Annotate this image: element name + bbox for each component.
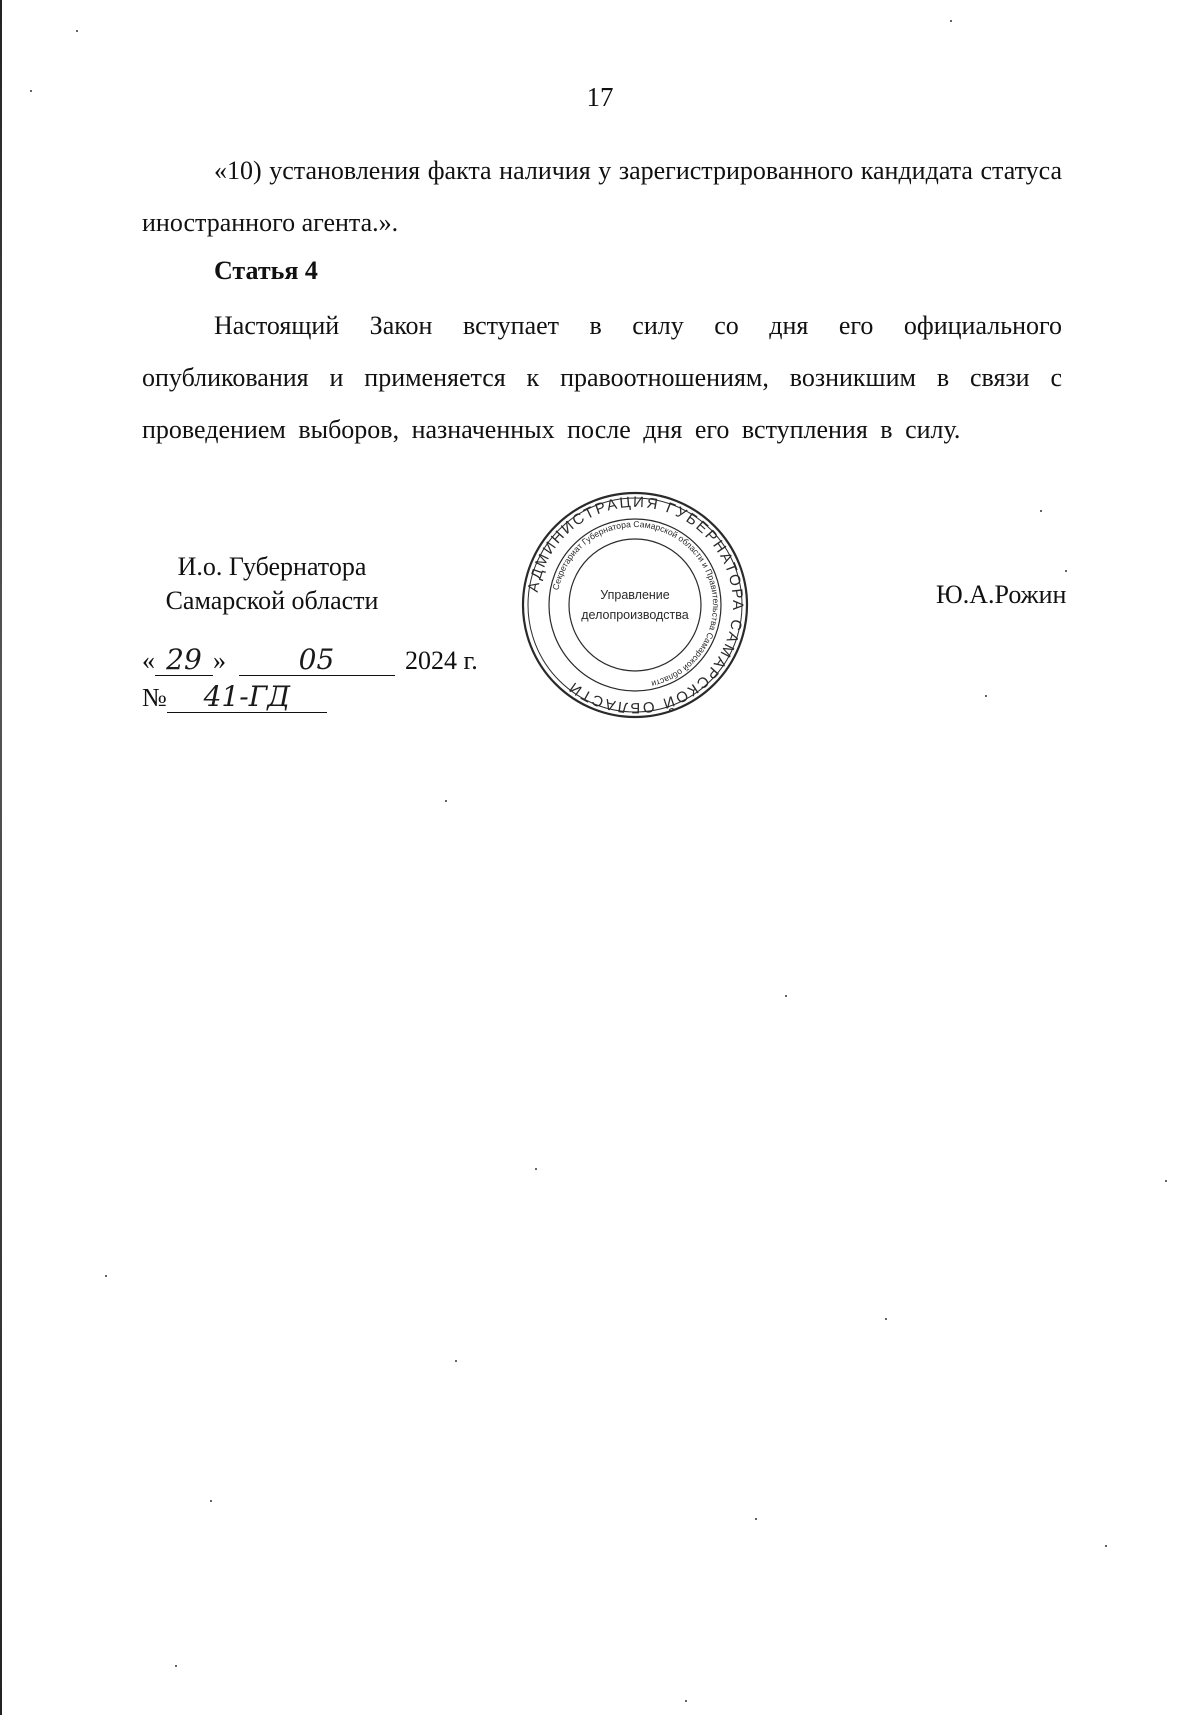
scan-speck	[30, 90, 32, 92]
scan-edge	[0, 0, 2, 1715]
date-day: 29	[155, 645, 213, 676]
scan-speck	[105, 1275, 107, 1277]
date-close-quote: »	[213, 646, 226, 675]
signatory-title-line-2: Самарской области	[165, 586, 379, 615]
scan-speck	[885, 1318, 887, 1320]
scan-speck	[1040, 510, 1042, 512]
scan-speck	[455, 1360, 457, 1362]
scan-speck	[1105, 1545, 1107, 1547]
paragraph-1: «10) установления факта наличия у зарегистрированного кандидата статуса иностранного агента.».	[142, 156, 1062, 237]
seal-outer-text: АДМИНИСТРАЦИЯ ГУБЕРНАТОРА САМАРСКОЙ ОБЛАСТИ	[524, 493, 747, 717]
scan-speck	[985, 695, 987, 697]
scan-speck	[175, 1665, 177, 1667]
date-line	[142, 645, 478, 676]
date-open-quote: «	[142, 646, 155, 675]
page-number: 17	[586, 82, 614, 112]
scan-speck	[535, 1168, 537, 1170]
official-seal	[520, 490, 750, 720]
date-month: 05	[239, 645, 395, 676]
scan-speck	[76, 30, 78, 32]
paragraph-2: Настоящий Закон вступает в силу со дня его официального опубликования и применяется к правоотношениям, возникшим в связи с проведением выборов, назначенных после дня его вступления в силу.	[142, 311, 1062, 444]
seal-inner-text: Секретариат Губернатора Самарской области и Правительства Самарской области	[550, 518, 722, 690]
scan-speck	[445, 800, 447, 802]
document-number-line	[142, 682, 327, 713]
scan-speck	[210, 1500, 212, 1502]
signatory-name: Ю.А.Рожин	[936, 580, 1067, 609]
scan-speck	[785, 995, 787, 997]
seal-center-line-2: делопроизводства	[581, 608, 689, 622]
document-number-value: 41-ГД	[167, 682, 327, 713]
article-heading: Статья 4	[214, 256, 318, 285]
signatory-title-line-1: И.о. Губернатора	[177, 552, 367, 581]
svg-text:Секретариат Губернатора Самарс	[551, 519, 722, 689]
scan-speck	[950, 20, 952, 22]
scan-speck	[755, 1518, 757, 1520]
date-year: 2024 г.	[405, 646, 478, 675]
scan-speck	[1165, 1180, 1167, 1182]
seal-center-line-1: Управление	[600, 588, 670, 602]
document-number-label: №	[142, 683, 167, 712]
scan-speck	[685, 1700, 687, 1702]
signatory-title	[142, 550, 402, 618]
scan-speck	[1065, 570, 1067, 572]
